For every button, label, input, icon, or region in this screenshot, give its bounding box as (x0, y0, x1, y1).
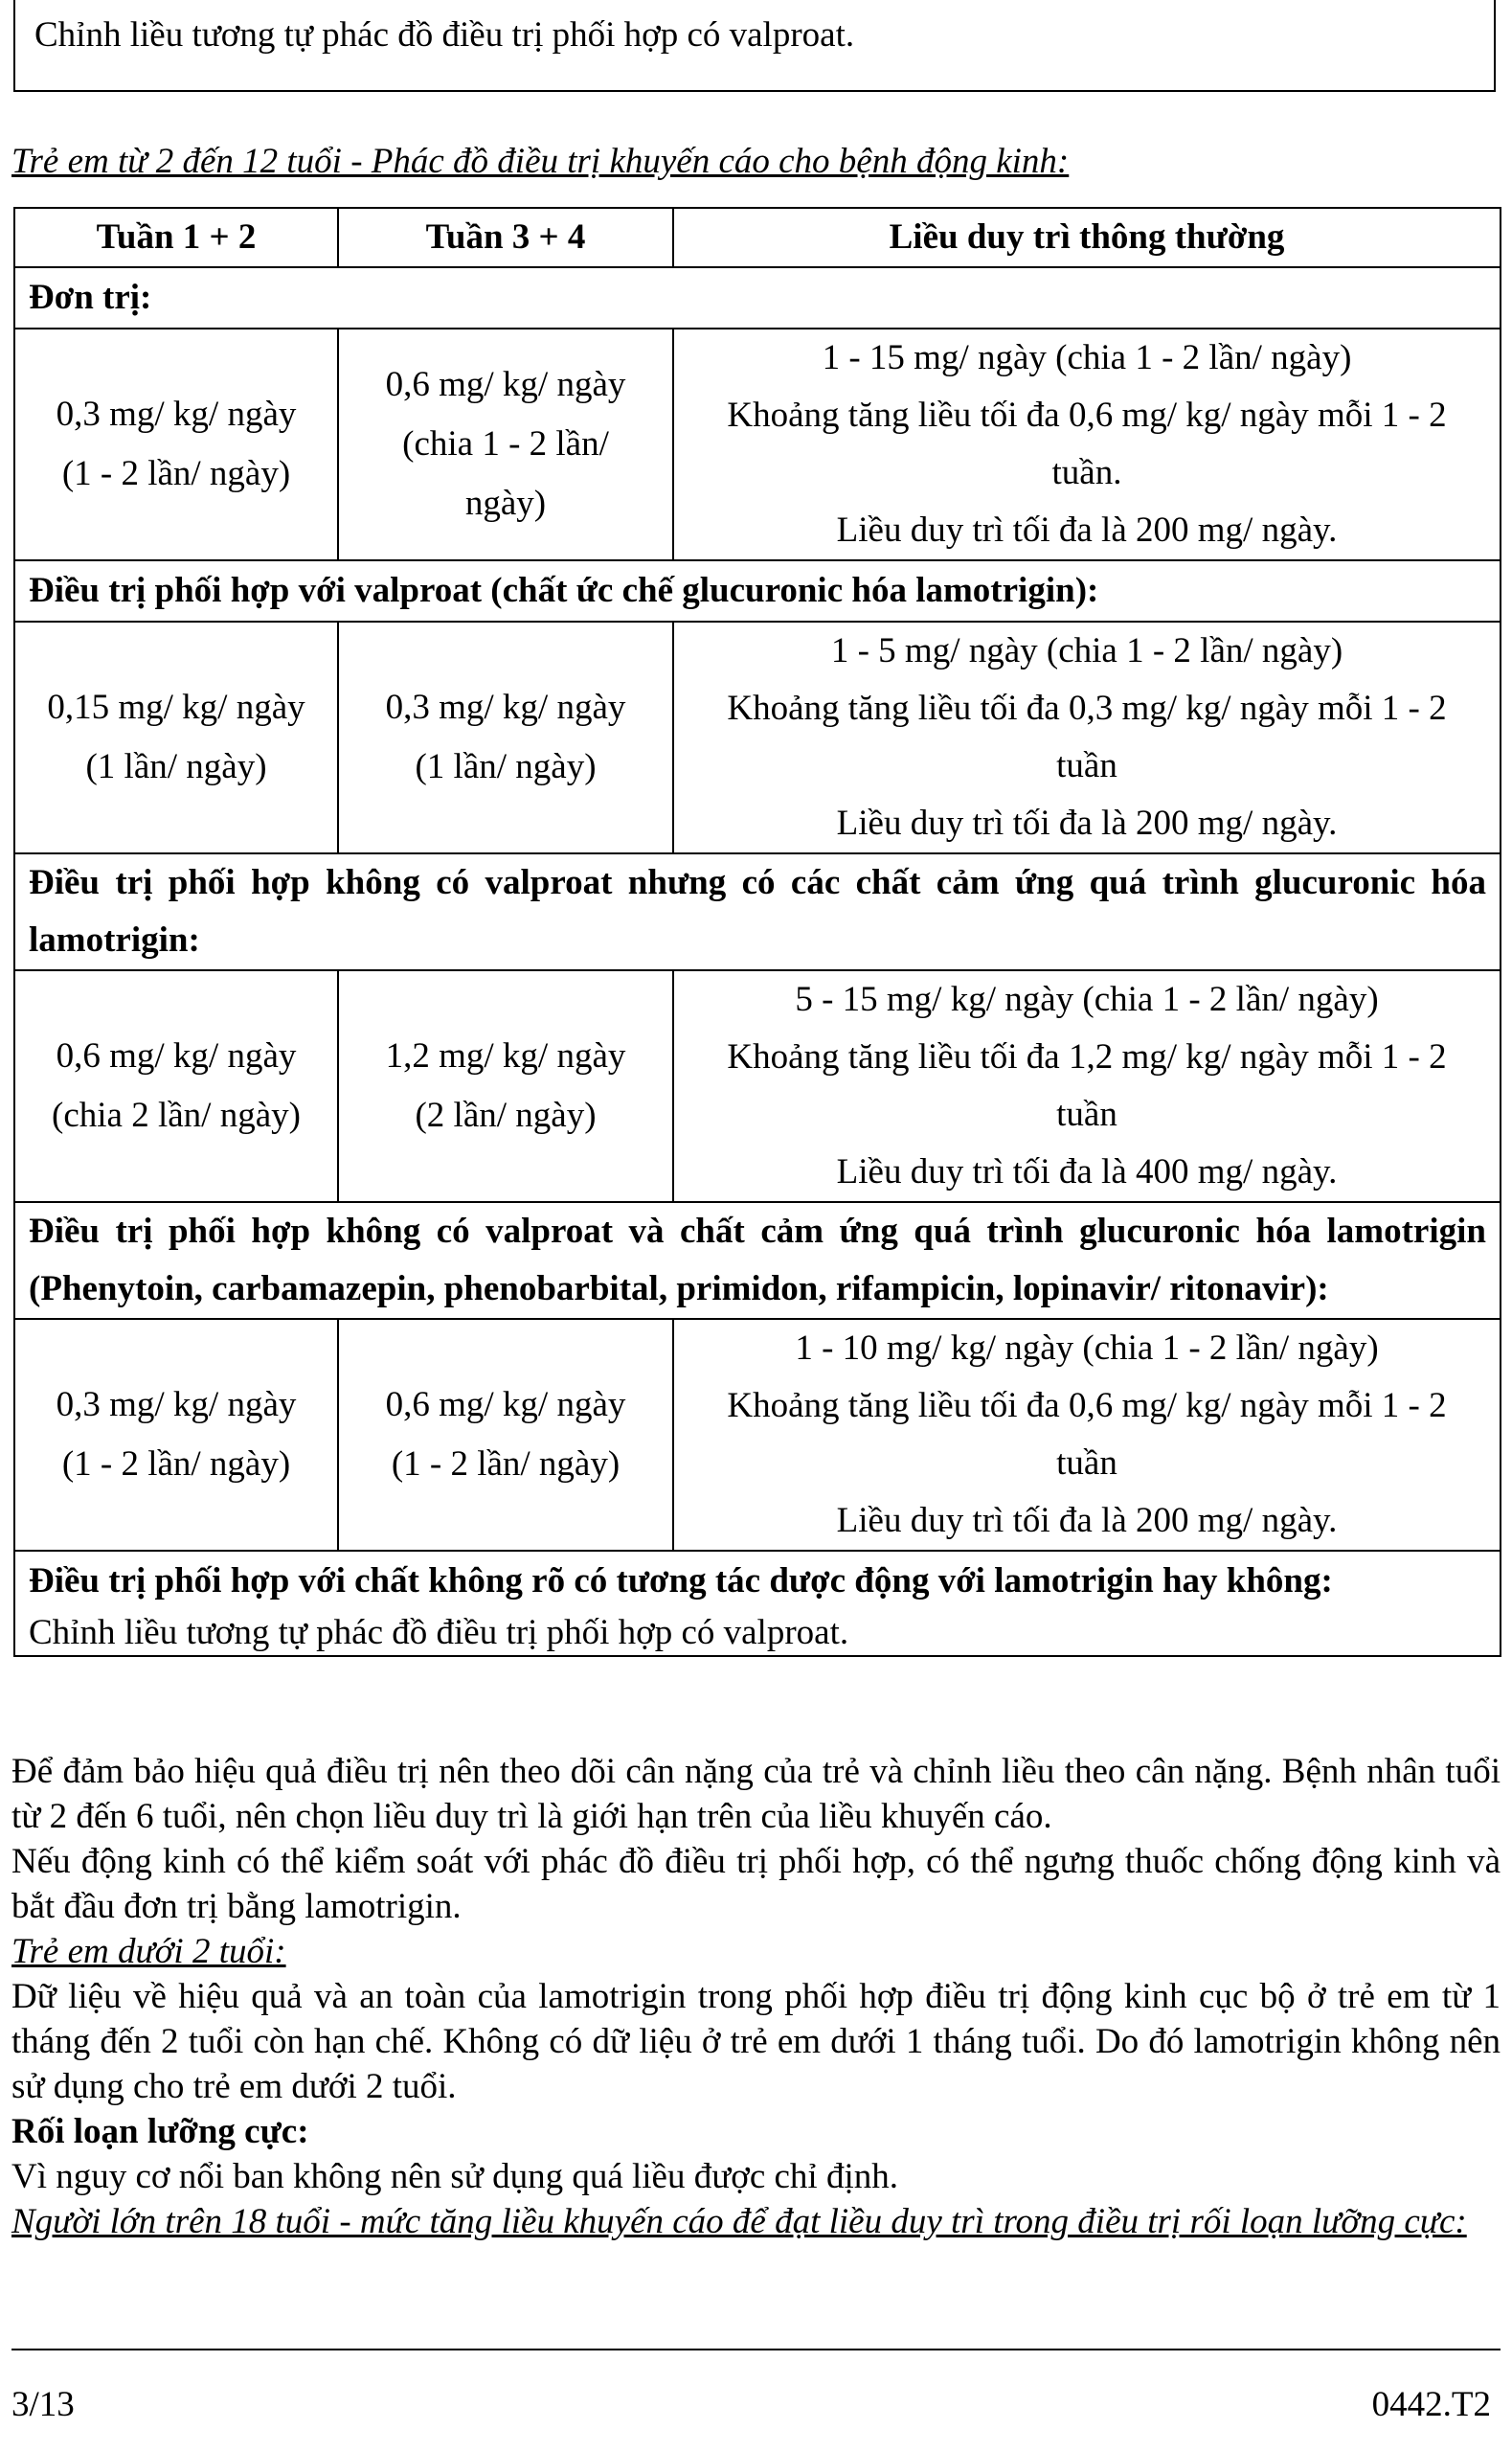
dose-line: tuần. (1051, 453, 1122, 492)
table-row (14, 1319, 1501, 1551)
paragraph-bipolar: Vì nguy cơ nổi ban không nên sử dụng quá liều được chỉ định. (11, 2157, 898, 2196)
section-title: Điều trị phối hợp với chất không rõ có tương tác dược động với lamotrigin hay không: (29, 1561, 1333, 1601)
children-heading: Trẻ em từ 2 đến 12 tuổi - Phác đồ điều trị khuyến cáo cho bệnh động kinh: (11, 142, 1070, 181)
header-week34: Tuần 3 + 4 (338, 208, 673, 267)
week12-cell (14, 1319, 338, 1551)
table-row (14, 970, 1501, 1202)
table-row (14, 329, 1501, 560)
maintenance-cell (673, 1319, 1501, 1551)
paragraph-weight-monitoring: Để đảm bảo hiệu quả điều trị nên theo dõi cân nặng của trẻ và chỉnh liều theo cân nặng. Bệnh nhân tuổi từ 2 đến 6 tuổi, nên chọn liều duy trì là giới hạn trên của liều khuyến cáo. (11, 1752, 1501, 1836)
section-title-row (14, 853, 1501, 970)
dose-line: 0,3 mg/ kg/ ngày (385, 688, 626, 727)
section-title: Điều trị phối hợp không có valproat và chất cảm ứng quá trình glucuronic hóa lamotrigin (Phenytoin, carbamazepin, phenobarbital, primidon, rifampicin, lopinavir/ ritonavir): (14, 1202, 1501, 1319)
table-row (14, 622, 1501, 853)
heading-bipolar: Rối loạn lưỡng cực: (11, 2112, 309, 2151)
dose-line: Khoảng tăng liều tối đa 0,3 mg/ kg/ ngày mỗi 1 - 2 (727, 689, 1447, 728)
dose-line: Liều duy trì tối đa là 200 mg/ ngày. (836, 1501, 1338, 1540)
section-title-row (14, 1551, 1501, 1656)
dose-line: 5 - 15 mg/ kg/ ngày (chia 1 - 2 lần/ ngày) (795, 980, 1379, 1019)
maintenance-cell (673, 970, 1501, 1202)
dose-line: ngày) (464, 484, 547, 523)
dosing-table (13, 207, 1501, 1657)
week34-cell (338, 1319, 673, 1551)
dose-line: (1 lần/ ngày) (85, 747, 267, 786)
continued-box (13, 0, 1496, 92)
dose-line: 0,6 mg/ kg/ ngày (56, 1036, 297, 1076)
continued-text: Chỉnh liều tương tự phác đồ điều trị phối hợp có valproat. (34, 15, 855, 55)
dose-line: (1 - 2 lần/ ngày) (61, 454, 291, 493)
dose-line: 0,15 mg/ kg/ ngày (47, 688, 305, 727)
paragraph-under-2: Dữ liệu về hiệu quả và an toàn của lamotrigin trong phối hợp điều trị động kinh cục bộ ở trẻ em từ 1 tháng đến 2 tuổi còn hạn chế. Không có dữ liệu ở trẻ em dưới 1 tháng tuổi. Do đó lamotrigin không nên sử dụng cho trẻ em dưới 2 tuổi. (11, 1977, 1501, 2106)
dose-line: 0,3 mg/ kg/ ngày (56, 395, 297, 434)
week12-cell (14, 622, 338, 853)
dose-line: 1 - 5 mg/ ngày (chia 1 - 2 lần/ ngày) (830, 631, 1343, 670)
paragraph-monotherapy: Nếu động kinh có thể kiểm soát với phác đồ điều trị phối hợp, có thể ngưng thuốc chống động kinh và bắt đầu đơn trị bằng lamotrigin. (11, 1842, 1501, 1926)
dose-line: (chia 1 - 2 lần/ (402, 424, 609, 464)
maintenance-cell (673, 622, 1501, 853)
section-title: Đơn trị: (14, 267, 1501, 329)
document-code: 0442.T2 (1371, 2385, 1491, 2424)
dose-line: Khoảng tăng liều tối đa 1,2 mg/ kg/ ngày mỗi 1 - 2 (727, 1037, 1447, 1077)
header-week12: Tuần 1 + 2 (14, 208, 338, 267)
week34-cell (338, 329, 673, 560)
section-title-row (14, 1202, 1501, 1319)
dose-line: (1 - 2 lần/ ngày) (391, 1444, 621, 1484)
dose-line: tuần (1056, 1443, 1117, 1483)
dose-line: Liều duy trì tối đa là 200 mg/ ngày. (836, 511, 1338, 550)
header-maintenance: Liều duy trì thông thường (673, 208, 1501, 267)
section-title-row (14, 267, 1501, 329)
dose-line: (1 - 2 lần/ ngày) (61, 1444, 291, 1484)
dose-line: Liều duy trì tối đa là 200 mg/ ngày. (836, 804, 1338, 843)
section-title-row (14, 560, 1501, 622)
dose-line: 0,6 mg/ kg/ ngày (385, 1385, 626, 1424)
section-title: Điều trị phối hợp không có valproat nhưng có các chất cảm ứng quá trình glucuronic hóa lamotrigin: (14, 853, 1501, 970)
dose-line: (2 lần/ ngày) (415, 1096, 597, 1135)
dose-line: Khoảng tăng liều tối đa 0,6 mg/ kg/ ngày mỗi 1 - 2 (727, 396, 1447, 435)
section-text: Chỉnh liều tương tự phác đồ điều trị phối hợp có valproat. (29, 1613, 849, 1652)
week12-cell (14, 970, 338, 1202)
dose-line: 1,2 mg/ kg/ ngày (385, 1036, 626, 1076)
dose-line: tuần (1056, 1095, 1117, 1134)
week12-cell (14, 329, 338, 560)
dose-line: 0,6 mg/ kg/ ngày (385, 365, 626, 404)
section-title: Điều trị phối hợp với valproat (chất ức chế glucuronic hóa lamotrigin): (14, 560, 1501, 622)
dose-line: Liều duy trì tối đa là 400 mg/ ngày. (836, 1152, 1338, 1192)
dose-line: 0,3 mg/ kg/ ngày (56, 1385, 297, 1424)
week34-cell (338, 622, 673, 853)
table-header-row (14, 208, 1501, 267)
maintenance-cell (673, 329, 1501, 560)
dose-line: 1 - 15 mg/ ngày (chia 1 - 2 lần/ ngày) (822, 338, 1352, 377)
dose-line: 1 - 10 mg/ kg/ ngày (chia 1 - 2 lần/ ngày) (795, 1328, 1379, 1368)
footer-divider (11, 2349, 1501, 2350)
dose-line: tuần (1056, 746, 1117, 785)
dose-line: (chia 2 lần/ ngày) (52, 1096, 301, 1135)
heading-under-2: Trẻ em dưới 2 tuổi: (11, 1932, 286, 1971)
dose-line: (1 lần/ ngày) (415, 747, 597, 786)
dose-line: Khoảng tăng liều tối đa 0,6 mg/ kg/ ngày mỗi 1 - 2 (727, 1386, 1447, 1425)
week34-cell (338, 970, 673, 1202)
body-text (11, 1749, 1501, 2244)
page-number: 3/13 (11, 2385, 75, 2424)
last-section-cell (14, 1551, 1501, 1656)
heading-adult-bipolar: Người lớn trên 18 tuổi - mức tăng liều khuyến cáo để đạt liều duy trì trong điều trị rối loạn lưỡng cực: (11, 2202, 1467, 2241)
